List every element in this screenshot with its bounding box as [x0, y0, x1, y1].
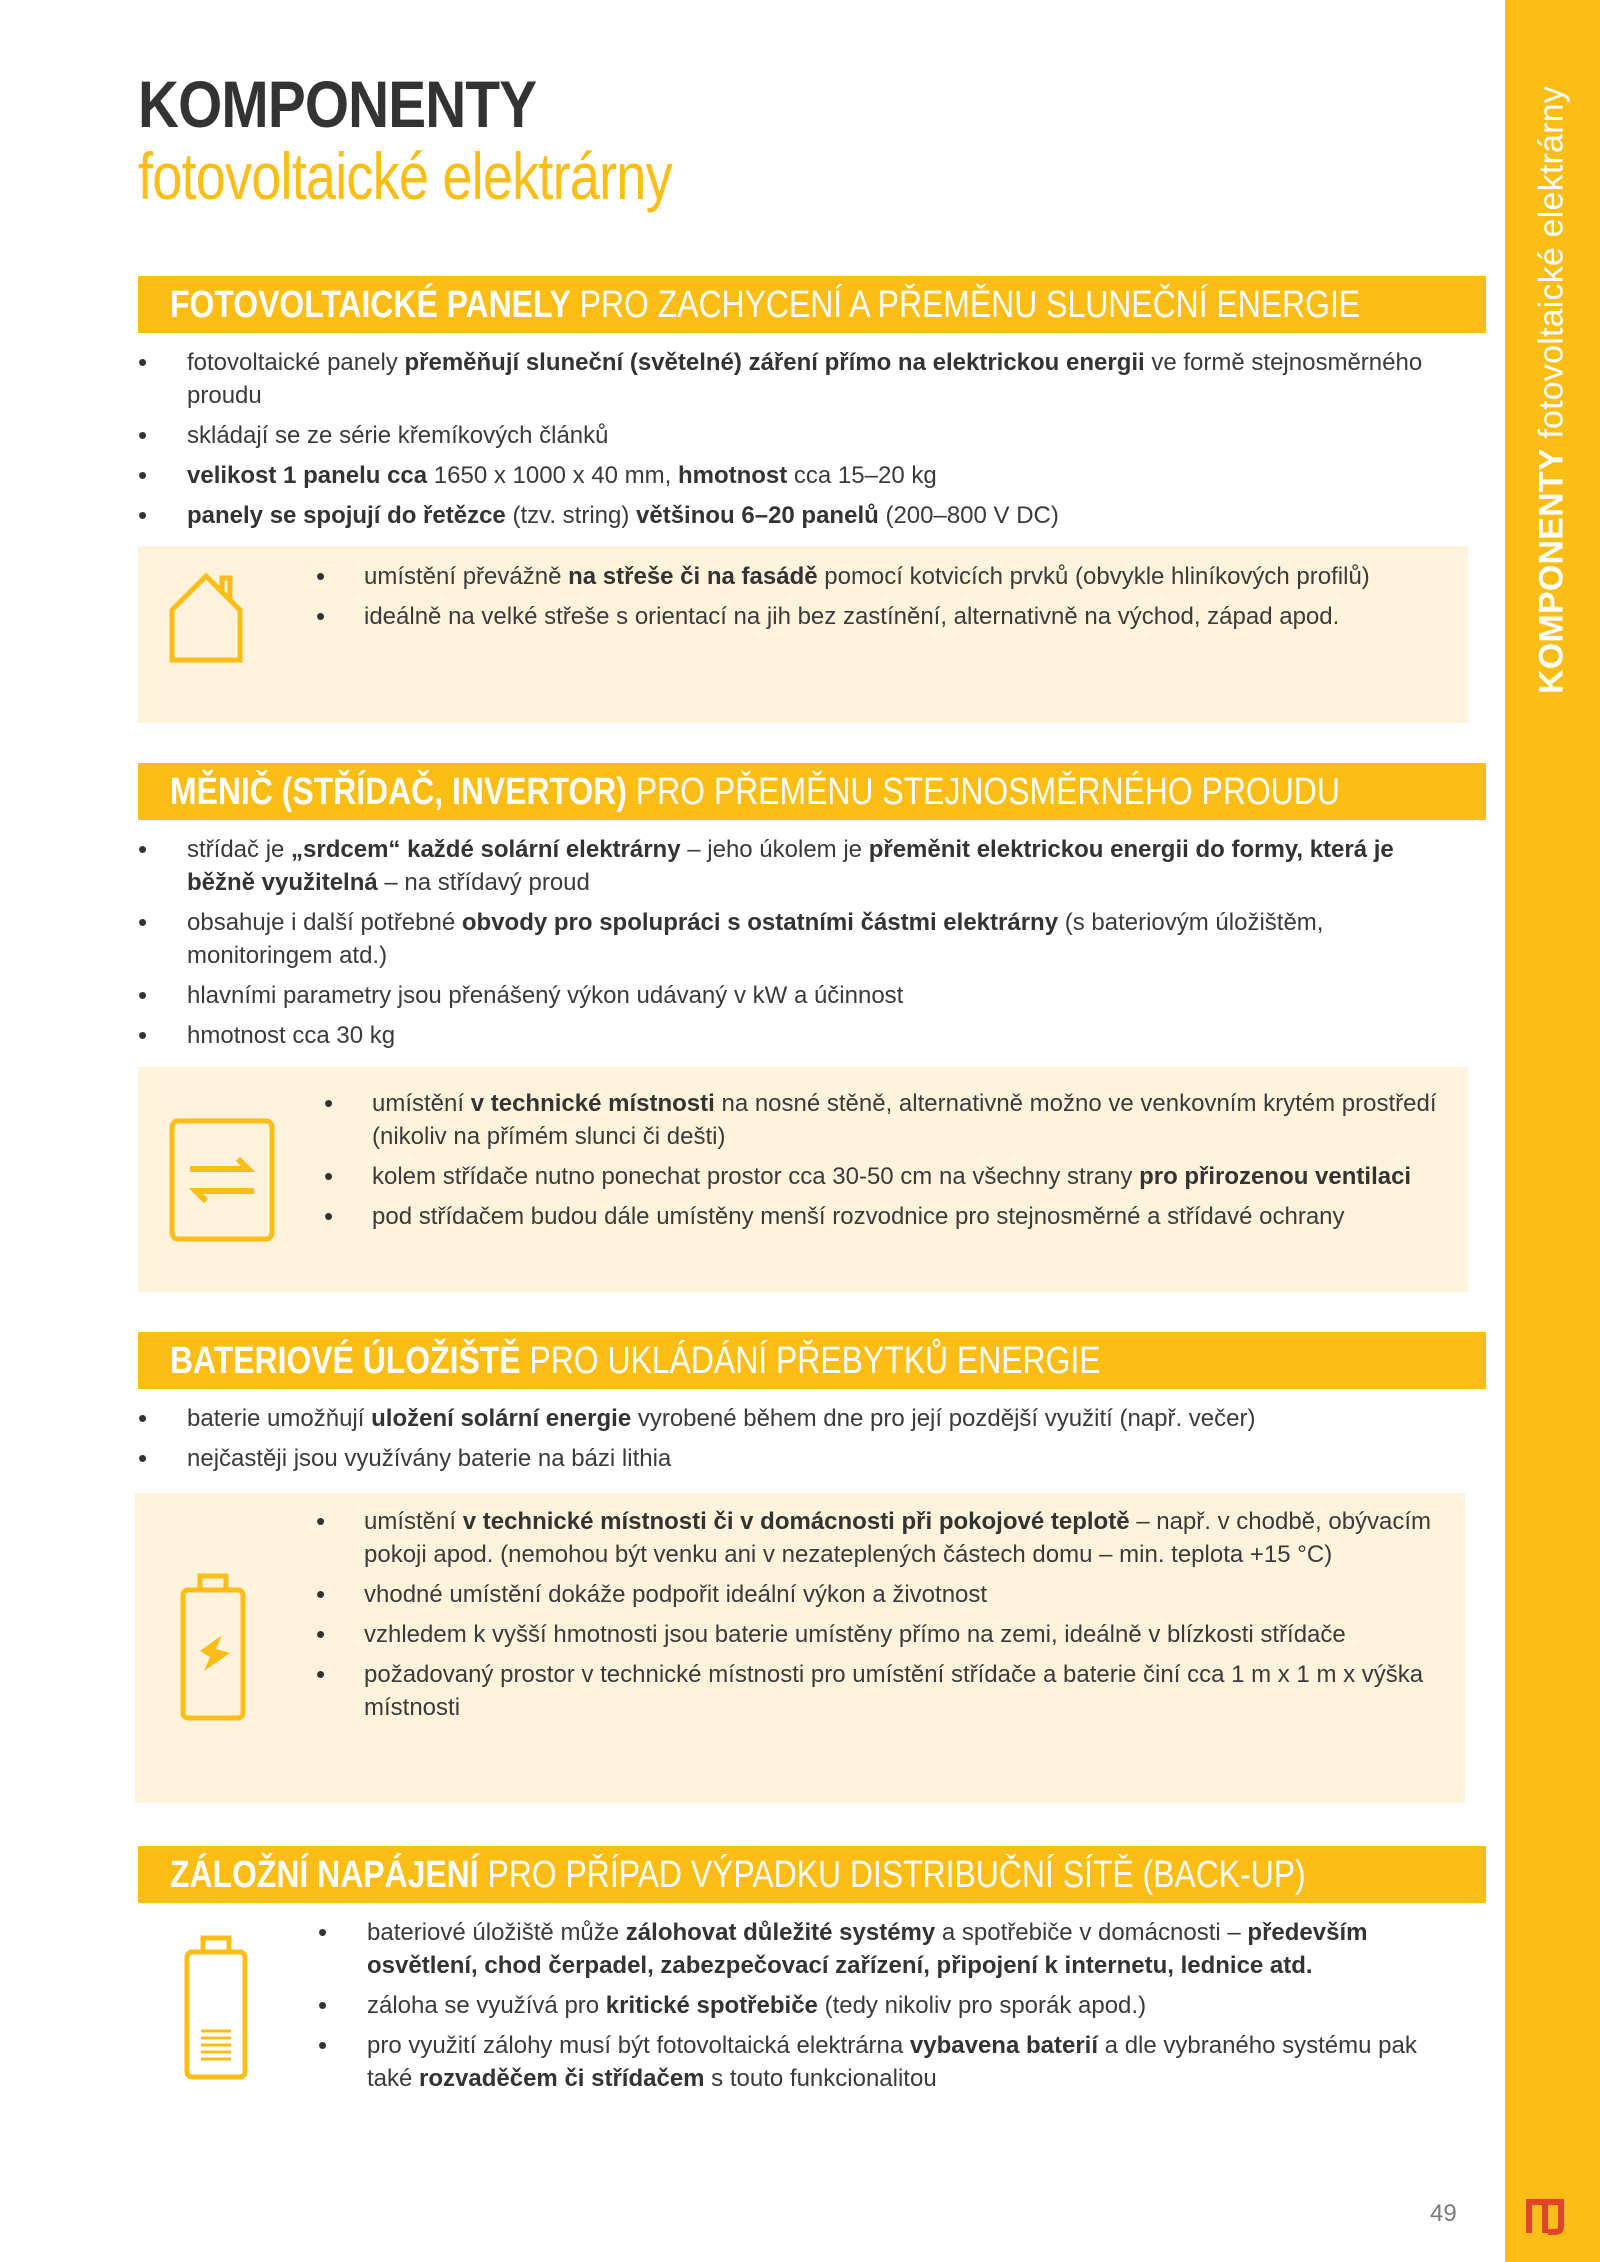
bold-text: v technické místnosti [470, 1090, 715, 1117]
page-number: 49 [1430, 2200, 1457, 2227]
text-run: vhodné umístění dokáže podpořit ideální výkon a životnost [364, 1581, 988, 1608]
text-run: (tzv. string) [505, 502, 637, 529]
text-run: umístění [364, 1508, 463, 1535]
section-battery-box-bullets [316, 1505, 1446, 1731]
section-backup-heading [138, 1846, 1486, 1903]
bold-text: kritické spotřebiče [605, 1992, 818, 2019]
bold-text: rozvaděčem či střídačem [419, 2065, 705, 2092]
text-run: baterie umožňují [187, 1405, 372, 1432]
text-run: 1650 x 1000 x 40 mm, [427, 462, 678, 489]
bold-text: uložení solární energie [371, 1405, 632, 1432]
text-run: vyrobené během dne pro její pozdější využití (např. večer) [631, 1405, 1256, 1432]
text-run: pod střídačem budou dále umístěny menší rozvodnice pro stejnosměrné a střídavé ochrany [372, 1203, 1345, 1230]
bold-text: „srdcem“ každé solární elektrárny [291, 836, 681, 863]
publisher-logo [1525, 2196, 1575, 2236]
text-run: hmotnost cca 30 kg [187, 1022, 396, 1049]
section-battery-heading [138, 1332, 1486, 1389]
bold-text: především osvětlení, chod čerpadel, zabezpečovací zařízení, připojení k internetu, lednice atd. [367, 1919, 1368, 1979]
section-panels-bullets [138, 346, 1458, 539]
text-run: pomocí kotvicích prvků (obvykle hliníkových profilů) [817, 563, 1370, 590]
section-inverter-heading [138, 763, 1486, 820]
text-run: na nosné stěně, alternativně možno ve venkovním krytém prostředí (nikoliv na přímém slunci či dešti) [372, 1090, 1437, 1150]
section-heading-bold: FOTOVOLTAICKÉ PANELY [170, 284, 571, 326]
text-run: – na střídavý proud [377, 869, 590, 896]
list-item [138, 346, 1458, 412]
side-tab-bold: KOMPONENTY [1532, 448, 1571, 694]
section-heading-bold: BATERIOVÉ ÚLOŽIŠTĚ [170, 1340, 521, 1382]
bold-text: hmotnost [677, 462, 788, 489]
bold-text: přeměňují sluneční (světelné) záření přímo na elektrickou energii [404, 349, 1145, 376]
bold-text: většinou 6–20 panelů [636, 502, 879, 529]
section-inverter-box-bullets [324, 1087, 1464, 1240]
battery-charging-icon [178, 1573, 248, 1723]
text-run: (tedy nikoliv pro sporák apod.) [817, 1992, 1147, 2019]
bold-text: obvody pro spolupráci s ostatními částmi elektrárny [461, 909, 1059, 936]
bold-text: panely se spojují do řetězce [187, 502, 506, 529]
bold-text: přeměnit elektrickou energii do formy, která je běžně využitelná [187, 836, 1394, 896]
section-panels-box-bullets [316, 560, 1446, 640]
list-item [324, 1087, 1464, 1153]
section-heading-light: PRO PŘEMĚNU STEJNOSMĚRNÉHO PROUDU [626, 771, 1340, 813]
text-run: a dle vybraného systému pak také [367, 2032, 1417, 2092]
text-run: ve formě stejnosměrného proudu [187, 349, 1423, 409]
text-run: s touto funkcionalitou [704, 2065, 937, 2092]
list-item [316, 560, 1446, 593]
list-item [318, 2029, 1468, 2095]
bold-text: zálohovat důležité systémy [625, 1919, 936, 1946]
text-run: záloha se využívá pro [367, 1992, 606, 2019]
text-run: obsahuje i další potřebné [187, 909, 462, 936]
section-inverter-bullets [138, 833, 1458, 1059]
bold-text: vybavena baterií [909, 2032, 1099, 2059]
house-icon [166, 568, 246, 668]
list-item [316, 600, 1446, 633]
list-item [316, 1578, 1446, 1611]
bold-text: na střeše či na fasádě [568, 563, 818, 590]
list-item [138, 459, 1458, 492]
text-run: nejčastěji jsou využívány baterie na bázi lithia [187, 1445, 672, 1472]
list-item [316, 1505, 1446, 1571]
section-heading-light: PRO PŘÍPAD VÝPADKU DISTRIBUČNÍ SÍTĚ (BACK-UP) [478, 1854, 1306, 1896]
section-heading-light: PRO UKLÁDÁNÍ PŘEBYTKŮ ENERGIE [520, 1340, 1101, 1382]
list-item [324, 1200, 1464, 1233]
text-run: (200–800 V DC) [878, 502, 1059, 529]
text-run: ideálně na velké střeše s orientací na jih bez zastínění, alternativně na východ, západ apod. [364, 603, 1340, 630]
text-run: cca 15–20 kg [787, 462, 937, 489]
text-run: střídač je [187, 836, 292, 863]
text-run: pro využití zálohy musí být fotovoltaická elektrárna [367, 2032, 910, 2059]
list-item [138, 1442, 1458, 1475]
text-run: – jeho úkolem je [680, 836, 869, 863]
text-run: umístění převážně [364, 563, 569, 590]
text-run: a spotřebiče v domácnosti – [935, 1919, 1248, 1946]
list-item [138, 979, 1458, 1012]
list-item [138, 1019, 1458, 1052]
text-run: – např. v chodbě, obývacím pokoji apod. (nemohou být venku ani v nezateplených částech domu – min. teplota +15 °C) [364, 1508, 1432, 1568]
side-tab-label [1533, 86, 1572, 694]
bold-text: v technické místnosti či v domácnosti při pokojové teplotě [462, 1508, 1130, 1535]
section-backup-bullets [318, 1916, 1468, 2102]
section-inverter-infobox [138, 1067, 1468, 1292]
list-item [138, 499, 1458, 532]
text-run: (s bateriovým úložištěm, monitoringem atd.) [187, 909, 1324, 969]
text-run: vzhledem k vyšší hmotnosti jsou baterie umístěny přímo na zemi, ideálně v blízkosti střídače [364, 1621, 1346, 1648]
text-run: umístění [372, 1090, 471, 1117]
section-heading-bold: MĚNIČ (STŘÍDAČ, INVERTOR) [170, 771, 627, 813]
bold-text: velikost 1 panelu cca [187, 462, 428, 489]
side-tab-light: fotovoltaické elektrárny [1532, 86, 1571, 439]
text-run: požadovaný prostor v technické místnosti pro umístění střídače a baterie činí cca 1 m x 1 m x výška místnosti [364, 1661, 1424, 1721]
list-item [316, 1658, 1446, 1724]
title-subtitle: fotovoltaické elektrárny [138, 139, 672, 213]
list-item [138, 419, 1458, 452]
list-item [324, 1160, 1464, 1193]
list-item [316, 1618, 1446, 1651]
section-heading-bold: ZÁLOŽNÍ NAPÁJENÍ [170, 1854, 479, 1896]
text-run: skládají se ze série křemíkových článků [187, 422, 609, 449]
section-battery-bullets [138, 1402, 1458, 1482]
battery-level-icon [183, 1935, 249, 2081]
text-run: kolem střídače nutno ponechat prostor cca 30-50 cm na všechny strany [372, 1163, 1140, 1190]
list-item [138, 833, 1458, 899]
list-item [138, 1402, 1458, 1435]
list-item [318, 1989, 1468, 2022]
section-panels-heading [138, 276, 1486, 333]
list-item [138, 906, 1458, 972]
bold-text: pro přirozenou ventilaci [1139, 1163, 1412, 1190]
text-run: bateriové úložiště může [367, 1919, 626, 1946]
side-tab [1505, 0, 1600, 2262]
title-main: KOMPONENTY [138, 67, 537, 141]
section-panels-infobox [138, 546, 1468, 723]
inverter-icon [168, 1117, 276, 1245]
list-item [318, 1916, 1468, 1982]
section-heading-light: PRO ZACHYCENÍ A PŘEMĚNU SLUNEČNÍ ENERGIE [570, 284, 1361, 326]
text-run: fotovoltaické panely [187, 349, 405, 376]
section-battery-infobox [135, 1493, 1465, 1803]
text-run: hlavními parametry jsou přenášený výkon udávaný v kW a účinnost [187, 982, 904, 1009]
